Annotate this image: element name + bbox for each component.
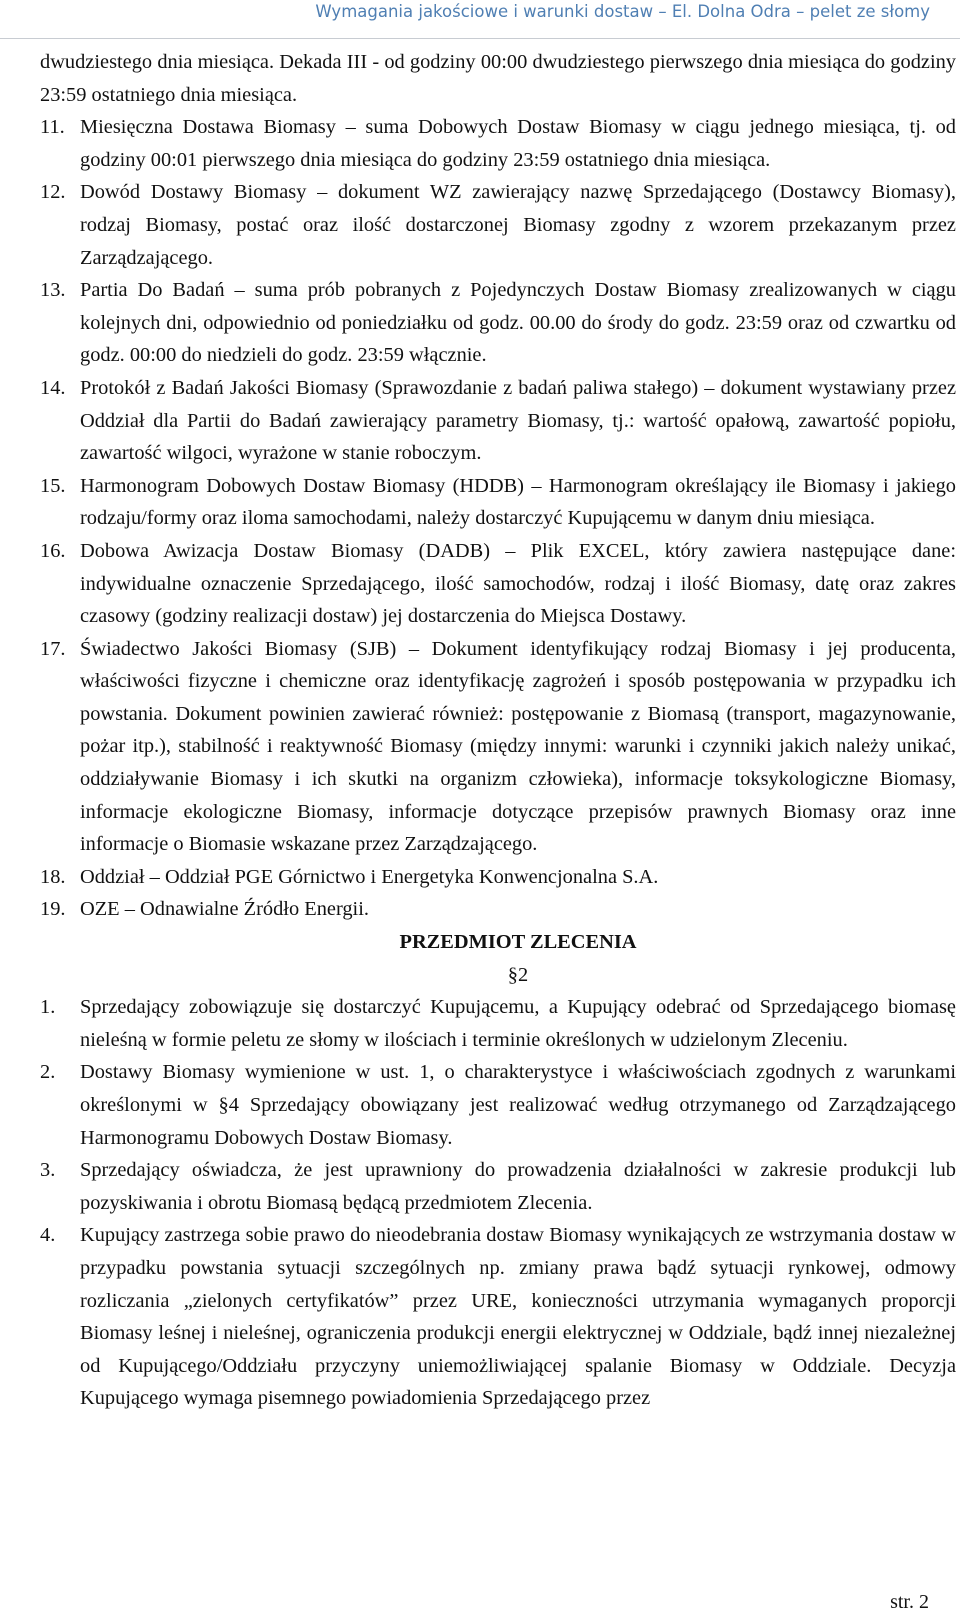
header-title: Wymagania jakościowe i warunki dostaw – El. Dolna Odra – pelet ze słomy (315, 2, 930, 21)
item-number: 3. (40, 1159, 56, 1182)
clauses-list (40, 991, 956, 1415)
item-number: 15. (40, 474, 66, 497)
item-number: 17. (40, 637, 66, 660)
item-number: 4. (40, 1224, 56, 1247)
item-number: 19. (40, 898, 66, 921)
item-text: Kupujący zastrzega sobie prawo do nieodebrania dostaw Biomasy wynikających ze wstrzymania dostaw w przypadku powstania sytuacji szczególnych np. zmiany prawa bądź sytuacji rynkowej, odmowy rozliczania „zielonych certyfikatów” przez URE, konieczności utrzymania wymaganych proporcji Biomasy leśnej i nieleśnej, ograniczenia produkcji energii elektrycznej w Oddziale, bądź innej niezależnej od Kupującego/Oddziału przyczyny uniemożliwiającej spalanie Biomasy w Oddziale. Decyzja Kupującego wymaga pisemnego powiadomienia Sprzedającego przez (80, 1224, 956, 1410)
item-text: Świadectwo Jakości Biomasy (SJB) – Dokument identyfikujący rodzaj Biomasy i jej producenta, właściwości fizyczne i chemiczne oraz identyfikację zagrożeń i sposób postępowania w przypadku ich powstania. Dokument powinien zawierać również: postępowanie z Biomasą (transport, magazynowanie, pożar itp.), stabilność i reaktywność Biomasy (między innymi: warunki i czynniki jakich należy unikać, oddziaływanie Biomasy i ich skutki na organizm człowieka), informacje toksykologiczne Biomasy, informacje ekologiczne Biomasy, informacje dotyczące przepisów prawnych Biomasy oraz inne informacje o Biomasie wskazane przez Zarządzającego. (80, 637, 956, 856)
document-body (40, 46, 956, 1415)
item-number: 1. (40, 996, 56, 1019)
section-title: PRZEDMIOT ZLECENIA (399, 931, 637, 954)
item-text: Oddział – Oddział PGE Górnictwo i Energetyka Konwencjonalna S.A. (80, 865, 659, 888)
definition-item (40, 470, 956, 535)
definitions-list (40, 111, 956, 926)
item-text: Dobowa Awizacja Dostaw Biomasy (DADB) – Plik EXCEL, który zawiera następujące dane: indywidualne oznaczenie Sprzedającego, ilość samochodów, rodzaj i ilość Biomasy, datę oraz zakres czasowy (godziny realizacji dostaw) jej dostarczenia do Miejsca Dostawy. (80, 539, 956, 628)
item-text: Miesięczna Dostawa Biomasy – suma Dobowych Dostaw Biomasy w ciągu jednego miesiąca, tj. od godziny 00:01 pierwszego dnia miesiąca do godziny 23:59 ostatniego dnia miesiąca. (80, 116, 956, 171)
item-number: 18. (40, 865, 66, 888)
item-number: 16. (40, 539, 66, 562)
item-text: Partia Do Badań – suma prób pobranych z Pojedynczych Dostaw Biomasy zrealizowanych w ciągu kolejnych dni, odpowiednio od poniedziałku od godz. 00.00 do środy do godz. 23:59 oraz od czwartku od godz. 00:00 do niedzieli do godz. 23:59 włącznie. (80, 279, 956, 367)
definition-item (40, 535, 956, 633)
definition-item (40, 111, 956, 176)
item-number: 2. (40, 1061, 56, 1084)
item-text: Dowód Dostawy Biomasy – dokument WZ zawierający nazwę Sprzedającego (Dostawcy Biomasy), rodzaj Biomasy, postać oraz ilość dostarczonej Biomasy zgodny z wzorem przekazanym przez Zarządzającego. (80, 181, 956, 269)
item-text: OZE – Odnawialne Źródło Energii. (80, 898, 369, 921)
item-number: 14. (40, 376, 66, 399)
clause-item (40, 1154, 956, 1219)
definition-item (40, 893, 956, 926)
item-number: 12. (40, 181, 66, 204)
item-text: Harmonogram Dobowych Dostaw Biomasy (HDDB) – Harmonogram określający ile Biomasy i jakiego rodzaju/formy oraz iloma samochodami, należy dostarczyć Kupującemu w danym dniu miesiąca. (80, 474, 956, 530)
item-number: 11. (40, 116, 65, 139)
clause-item (40, 1219, 956, 1415)
paragraph-mark: §2 (507, 963, 529, 986)
page-number: str. 2 (890, 1591, 929, 1613)
definition-item (40, 861, 956, 894)
page-header (0, 0, 960, 39)
clause-item (40, 1056, 956, 1154)
definition-item (40, 274, 956, 372)
item-number: 13. (40, 279, 66, 302)
intro-paragraph: dwudziestego dnia miesiąca. Dekada III - od godziny 00:00 dwudziestego pierwszego dnia miesiąca do godziny 23:59 ostatniego dnia miesiąca. (40, 51, 956, 106)
item-text: Sprzedający oświadcza, że jest uprawniony do prowadzenia działalności w zakresie produkcji lub pozyskiwania i obrotu Biomasą będącą przedmiotem Zlecenia. (80, 1159, 956, 1214)
item-text: Protokół z Badań Jakości Biomasy (Sprawozdanie z badań paliwa stałego) – dokument wystawiany przez Oddział dla Partii do Badań zawierający parametry Biomasy, tj.: wartość opałową, zawartość popiołu, zawartość wilgoci, wyrażone w stanie roboczym. (80, 376, 956, 465)
definition-item (40, 633, 956, 861)
item-text: Sprzedający zobowiązuje się dostarczyć Kupującemu, a Kupujący odebrać od Sprzedającego biomasę nieleśną w formie peletu ze słomy w ilościach i terminie określonych w udzielonym Zleceniu. (80, 996, 956, 1051)
item-text: Dostawy Biomasy wymienione w ust. 1, o charakterystyce i właściwościach zgodnych z warunkami określonymi w §4 Sprzedający obowiązany jest realizować według otrzymanego od Zarządzającego Harmonogramu Dobowych Dostaw Biomasy. (80, 1061, 956, 1149)
definition-item (40, 372, 956, 470)
definition-item (40, 176, 956, 274)
clause-item (40, 991, 956, 1056)
